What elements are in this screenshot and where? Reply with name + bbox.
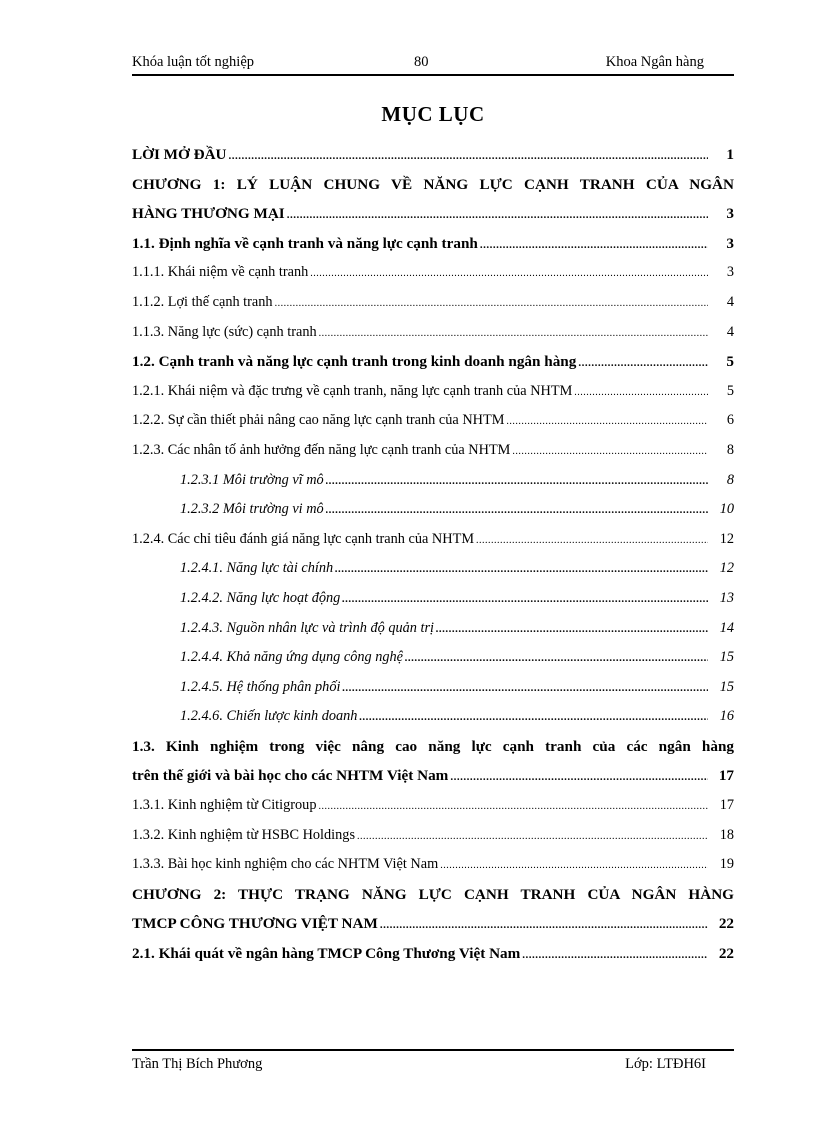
page-footer [132, 1049, 734, 1075]
toc-entry-label: 1.2.3. Các nhân tố ảnh hưởng đến năng lực cạnh tranh của NHTM [132, 441, 511, 458]
toc-entry-label: 1.2.3.2 Môi trường vi mô [180, 501, 324, 518]
toc-entry-page: 22 [718, 915, 734, 933]
toc-entry-page: 22 [718, 945, 734, 963]
toc-entry-label: 1.2.4.6. Chiến lược kinh doanh [180, 708, 358, 725]
toc-entry-label: 1.3.3. Bài học kinh nghiệm cho các NHTM Việt Nam [132, 856, 439, 873]
toc-leader-dots [318, 792, 708, 821]
toc-entry[interactable] [132, 525, 734, 555]
toc-entry[interactable] [132, 377, 734, 407]
toc-entry[interactable] [132, 614, 734, 644]
toc-entry[interactable] [132, 821, 734, 851]
table-of-contents [132, 140, 734, 969]
toc-entry-label: HÀNG THƯƠNG MẠI [132, 205, 285, 223]
footer-author: Trần Thị Bích Phương [132, 1056, 263, 1072]
header-page-number: 80 [414, 54, 429, 70]
page-header [132, 52, 734, 76]
toc-entry-page: 5 [726, 382, 734, 399]
footer-class: Lớp: LTĐH6I [625, 1056, 706, 1072]
toc-entry-label: 1.1.2. Lợi thế cạnh tranh [132, 293, 273, 310]
toc-entry-label: 1.1.3. Năng lực (sức) cạnh tranh [132, 323, 317, 340]
header-thesis-label: Khóa luận tốt nghiệp [132, 54, 255, 70]
toc-entry-page: 3 [726, 205, 734, 223]
toc-entry-label: 2.1. Khái quát về ngân hàng TMCP Công Thương Việt Nam [132, 945, 521, 963]
toc-entry-label: 1.2.4.3. Nguồn nhân lực và trình độ quản trị [180, 619, 435, 636]
toc-entry-page: 15 [719, 678, 734, 695]
toc-entry[interactable] [132, 850, 734, 880]
toc-entry[interactable] [132, 140, 734, 170]
toc-entry[interactable] [132, 495, 734, 525]
toc-leader-dots [480, 231, 708, 259]
page-title: MỤC LỤC [381, 102, 485, 126]
header-faculty-label: Khoa Ngân hàng [605, 54, 704, 70]
toc-entry-label: 1.2.4.5. Hệ thống phân phối [180, 678, 341, 695]
toc-entry[interactable] [132, 347, 734, 377]
toc-entry-page: 1 [726, 146, 734, 163]
toc-entry[interactable] [132, 554, 734, 584]
toc-entry-label: TMCP CÔNG THƯƠNG VIỆT NAM [132, 915, 378, 933]
toc-entry-label: 1.2.4.1. Năng lực tài chính [180, 560, 334, 577]
toc-entry[interactable] [132, 939, 734, 969]
toc-entry[interactable] [132, 229, 734, 259]
toc-entry-page: 6 [726, 412, 734, 429]
toc-leader-dots [440, 851, 708, 880]
toc-entry-label: 1.2.4.4. Khả năng ứng dụng công nghệ [180, 649, 404, 666]
toc-leader-dots [380, 911, 708, 939]
toc-leader-dots [512, 437, 708, 466]
toc-leader-dots [357, 822, 708, 851]
toc-entry[interactable] [132, 880, 734, 939]
toc-entry-page: 5 [726, 353, 734, 371]
toc-entry-page: 16 [719, 708, 734, 725]
toc-leader-dots [326, 467, 708, 496]
toc-entry-heading-line: CHƯƠNG 1: LÝ LUẬN CHUNG VỀ NĂNG LỰC CẠNH TRANH CỦA NGÂN [132, 175, 734, 193]
toc-entry-page: 17 [718, 767, 734, 785]
toc-entry[interactable] [132, 466, 734, 496]
toc-leader-dots [450, 763, 708, 791]
toc-entry-label: 1.2. Cạnh tranh và năng lực cạnh tranh trong kinh doanh ngân hàng [132, 353, 577, 371]
toc-entry-page: 4 [726, 323, 734, 340]
toc-entry-page: 3 [726, 234, 734, 252]
toc-entry[interactable] [132, 436, 734, 466]
toc-entry[interactable] [132, 643, 734, 673]
toc-entry-page: 12 [719, 560, 734, 577]
toc-entry-page: 8 [726, 441, 734, 458]
toc-entry-page: 12 [719, 530, 734, 547]
toc-entry-label: 1.3.1. Kinh nghiệm từ Citigroup [132, 797, 317, 814]
toc-leader-dots [405, 644, 708, 673]
toc-entry-page: 8 [726, 471, 734, 488]
toc-leader-dots [522, 941, 708, 969]
toc-leader-dots [359, 703, 708, 732]
toc-entry-page: 15 [719, 649, 734, 666]
toc-leader-dots [574, 378, 708, 407]
toc-leader-dots [326, 496, 708, 525]
toc-entry-page: 4 [726, 293, 734, 310]
toc-entry[interactable] [132, 288, 734, 318]
toc-entry-page: 17 [719, 797, 734, 814]
toc-entry-label: 1.2.4.2. Năng lực hoạt động [180, 589, 341, 606]
toc-entry[interactable] [132, 732, 734, 791]
toc-leader-dots [319, 319, 708, 348]
toc-entry-label: 1.2.3.1 Môi trường vĩ mô [180, 471, 324, 488]
toc-entry-label: 1.2.2. Sự cần thiết phải nâng cao năng lực cạnh tranh của NHTM [132, 412, 505, 429]
toc-entry-label: 1.2.4. Các chỉ tiêu đánh giá năng lực cạnh tranh của NHTM [132, 530, 475, 547]
toc-entry-page: 19 [719, 856, 734, 873]
toc-leader-dots [578, 349, 708, 377]
toc-entry[interactable] [132, 791, 734, 821]
toc-entry-label: 1.1. Định nghĩa về cạnh tranh và năng lực cạnh tranh [132, 234, 478, 252]
toc-leader-dots [342, 585, 708, 614]
toc-entry-label: 1.3.2. Kinh nghiệm từ HSBC Holdings [132, 826, 356, 843]
toc-entry-label: LỜI MỞ ĐẦU [132, 146, 227, 163]
toc-leader-dots [287, 201, 708, 229]
toc-entry-page: 14 [719, 619, 734, 636]
toc-entry[interactable] [132, 406, 734, 436]
toc-entry[interactable] [132, 673, 734, 703]
toc-leader-dots [342, 674, 708, 703]
toc-leader-dots [506, 407, 708, 436]
toc-leader-dots [229, 142, 709, 170]
toc-entry-heading-line: CHƯƠNG 2: THỰC TRẠNG NĂNG LỰC CẠNH TRANH CỦA NGÂN HÀNG [132, 885, 734, 903]
toc-entry-page: 3 [726, 264, 734, 281]
toc-entry-page: 18 [719, 826, 734, 843]
toc-entry-page: 13 [719, 589, 734, 606]
toc-entry-heading-line: 1.3. Kinh nghiệm trong việc nâng cao năng lực cạnh tranh của các ngân hàng [132, 737, 734, 755]
toc-entry[interactable] [132, 170, 734, 229]
toc-entry-label: trên thế giới và bài học cho các NHTM Việt Nam [132, 767, 449, 785]
toc-entry-label: 1.2.1. Khái niệm và đặc trưng về cạnh tranh, năng lực cạnh tranh của NHTM [132, 382, 573, 399]
toc-leader-dots [436, 615, 708, 644]
toc-leader-dots [335, 555, 708, 584]
toc-entry[interactable] [132, 584, 734, 614]
toc-entry[interactable] [132, 702, 734, 732]
toc-entry-page: 10 [719, 501, 734, 518]
toc-leader-dots [275, 289, 708, 318]
toc-entry[interactable] [132, 258, 734, 288]
toc-leader-dots [476, 526, 708, 555]
toc-leader-dots [310, 259, 708, 288]
toc-entry[interactable] [132, 318, 734, 348]
toc-entry-label: 1.1.1. Khái niệm về cạnh tranh [132, 264, 309, 281]
